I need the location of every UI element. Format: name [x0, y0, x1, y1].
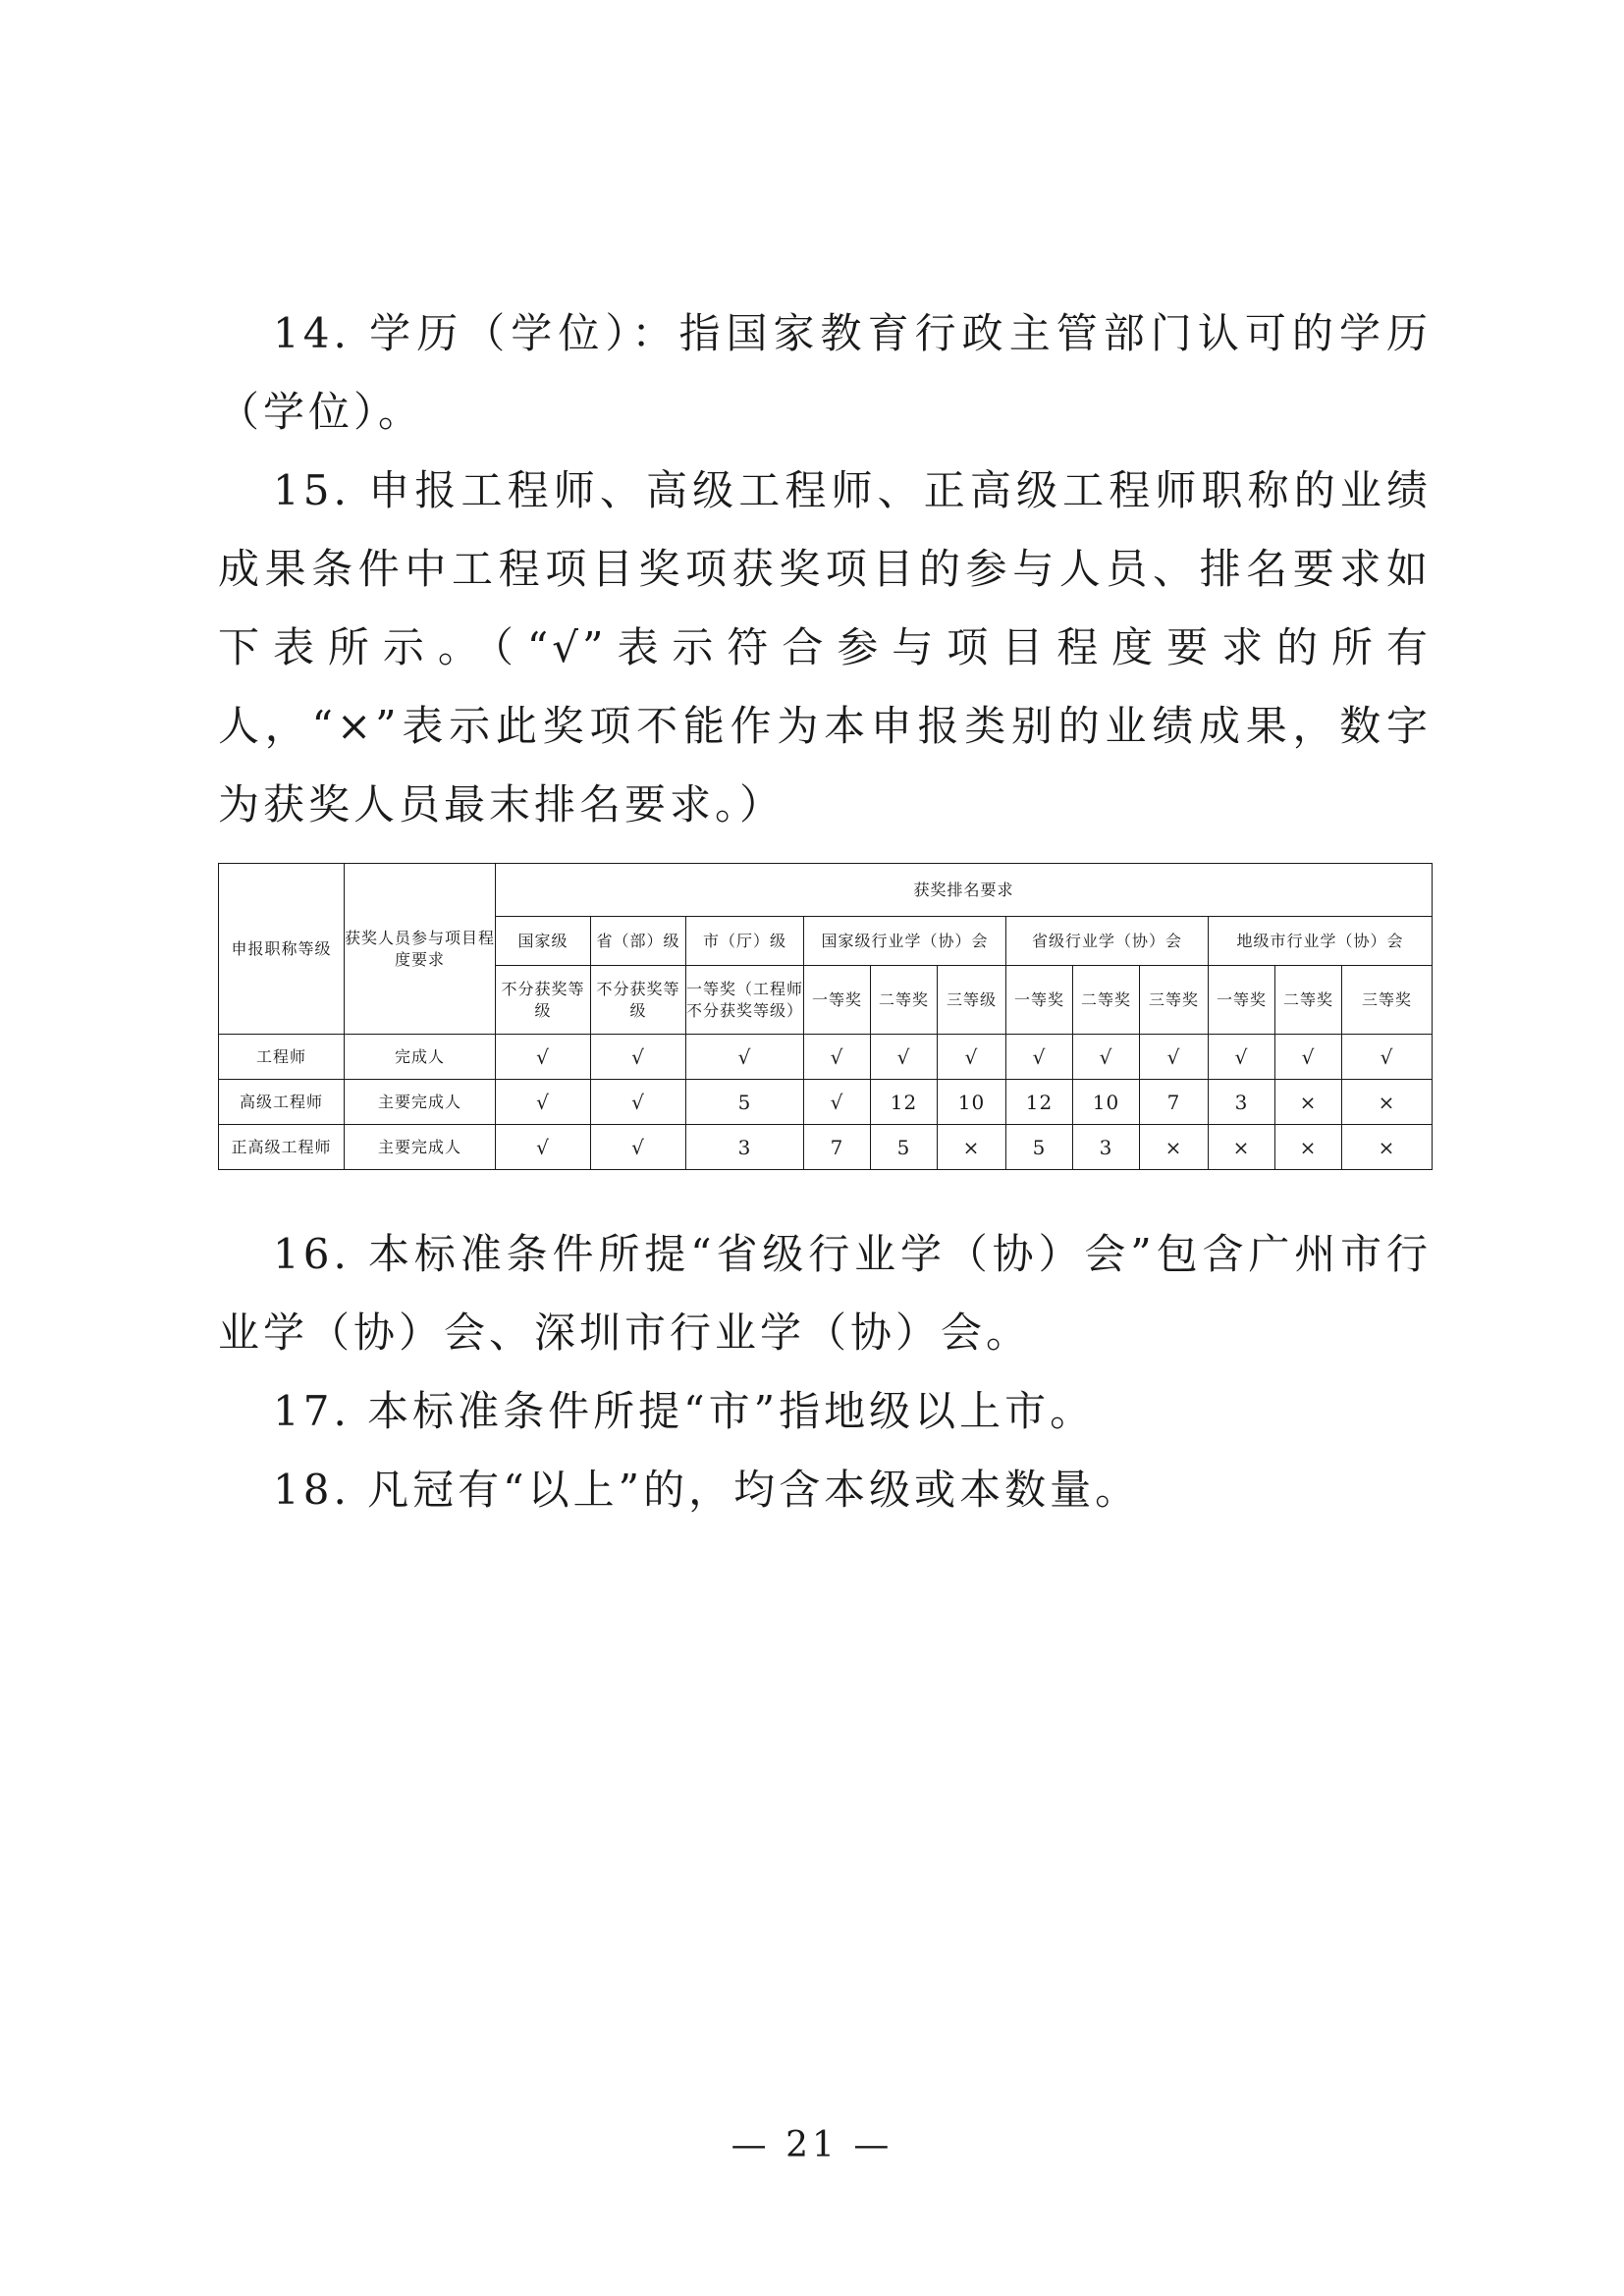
sub-provincial-assoc-second: 二等奖 [1073, 966, 1140, 1035]
header-participation: 获奖人员参与项目程度要求 [345, 864, 496, 1035]
cell: √ [496, 1080, 591, 1125]
cell: √ [1073, 1035, 1140, 1080]
award-ranking-table [218, 863, 1433, 1170]
cell: √ [591, 1080, 686, 1125]
paragraph-14 [218, 294, 1432, 452]
cell: 10 [938, 1080, 1006, 1125]
header-provincial: 省（部）级 [591, 917, 686, 966]
sub-city-assoc-third: 三等奖 [1342, 966, 1433, 1035]
cell: 5 [686, 1080, 804, 1125]
paragraph-16 [218, 1215, 1432, 1372]
row-title: 工程师 [219, 1035, 345, 1080]
paragraph-15 [218, 452, 1432, 844]
cell: × [1209, 1125, 1275, 1170]
header-city-assoc: 地级市行业学（协）会 [1209, 917, 1433, 966]
cell: × [1140, 1125, 1209, 1170]
sub-national-assoc-third: 三等级 [938, 966, 1006, 1035]
cell: × [1342, 1080, 1433, 1125]
cell: √ [686, 1035, 804, 1080]
cell: × [938, 1125, 1006, 1170]
header-city: 市（厅）级 [686, 917, 804, 966]
paragraph-17-text: 17. 本标准条件所提“市”指地级以上市。 [273, 1387, 1096, 1435]
paragraph-14-text: 14. 学历（学位）：指国家教育行政主管部门认可的学历（学位）。 [218, 309, 1432, 436]
sub-provincial: 不分获奖等级 [591, 966, 686, 1035]
sub-provincial-assoc-first: 一等奖 [1006, 966, 1073, 1035]
row-participation: 主要完成人 [345, 1080, 496, 1125]
cell: √ [496, 1035, 591, 1080]
cell: 3 [686, 1125, 804, 1170]
row-title: 正高级工程师 [219, 1125, 345, 1170]
cell: √ [1140, 1035, 1209, 1080]
cell: √ [1006, 1035, 1073, 1080]
cell: 3 [1073, 1125, 1140, 1170]
table-row [219, 1125, 1433, 1170]
cell: √ [1275, 1035, 1342, 1080]
header-title-level: 申报职称等级 [219, 864, 345, 1035]
cell: √ [871, 1035, 938, 1080]
paragraph-16-text: 16. 本标准条件所提“省级行业学（协）会”包含广州市行业学（协）会、深圳市行业学（协）会。 [218, 1230, 1432, 1357]
paragraph-15-text: 15. 申报工程师、高级工程师、正高级工程师职称的业绩成果条件中工程项目奖项获奖项目的参与人员、排名要求如下表所示。（“√”表示符合参与项目程度要求的所有人，“×”表示此奖项不能作为本申报类别的业绩成果，数字为获奖人员最末排名要求。） [218, 466, 1432, 828]
sub-city: 一等奖（工程师不分获奖等级） [686, 966, 804, 1035]
sub-city-assoc-second: 二等奖 [1275, 966, 1342, 1035]
sub-national: 不分获奖等级 [496, 966, 591, 1035]
page-number: — 21 — [731, 2125, 893, 2165]
sub-national-assoc-first: 一等奖 [804, 966, 871, 1035]
sub-city-assoc-first: 一等奖 [1209, 966, 1275, 1035]
table-row [219, 1035, 1433, 1080]
cell: √ [1342, 1035, 1433, 1080]
cell: 10 [1073, 1080, 1140, 1125]
cell: × [1342, 1125, 1433, 1170]
cell: 12 [871, 1080, 938, 1125]
cell: 5 [871, 1125, 938, 1170]
cell: √ [496, 1125, 591, 1170]
cell: 7 [1140, 1080, 1209, 1125]
paragraph-18 [218, 1451, 1432, 1529]
cell: 3 [1209, 1080, 1275, 1125]
sub-national-assoc-second: 二等奖 [871, 966, 938, 1035]
header-ranking-requirement: 获奖排名要求 [496, 864, 1433, 917]
cell: √ [591, 1125, 686, 1170]
cell: 7 [804, 1125, 871, 1170]
cell: √ [938, 1035, 1006, 1080]
cell: √ [591, 1035, 686, 1080]
paragraph-17 [218, 1372, 1432, 1451]
cell: √ [804, 1035, 871, 1080]
row-participation: 完成人 [345, 1035, 496, 1080]
cell: 5 [1006, 1125, 1073, 1170]
row-participation: 主要完成人 [345, 1125, 496, 1170]
row-title: 高级工程师 [219, 1080, 345, 1125]
header-provincial-assoc: 省级行业学（协）会 [1006, 917, 1209, 966]
paragraph-18-text: 18. 凡冠有“以上”的，均含本级或本数量。 [273, 1466, 1141, 1514]
cell: × [1275, 1080, 1342, 1125]
cell: × [1275, 1125, 1342, 1170]
sub-provincial-assoc-third: 三等奖 [1140, 966, 1209, 1035]
header-national-assoc: 国家级行业学（协）会 [804, 917, 1006, 966]
cell: √ [1209, 1035, 1275, 1080]
table-row [219, 1080, 1433, 1125]
cell: √ [804, 1080, 871, 1125]
cell: 12 [1006, 1080, 1073, 1125]
header-national: 国家级 [496, 917, 591, 966]
